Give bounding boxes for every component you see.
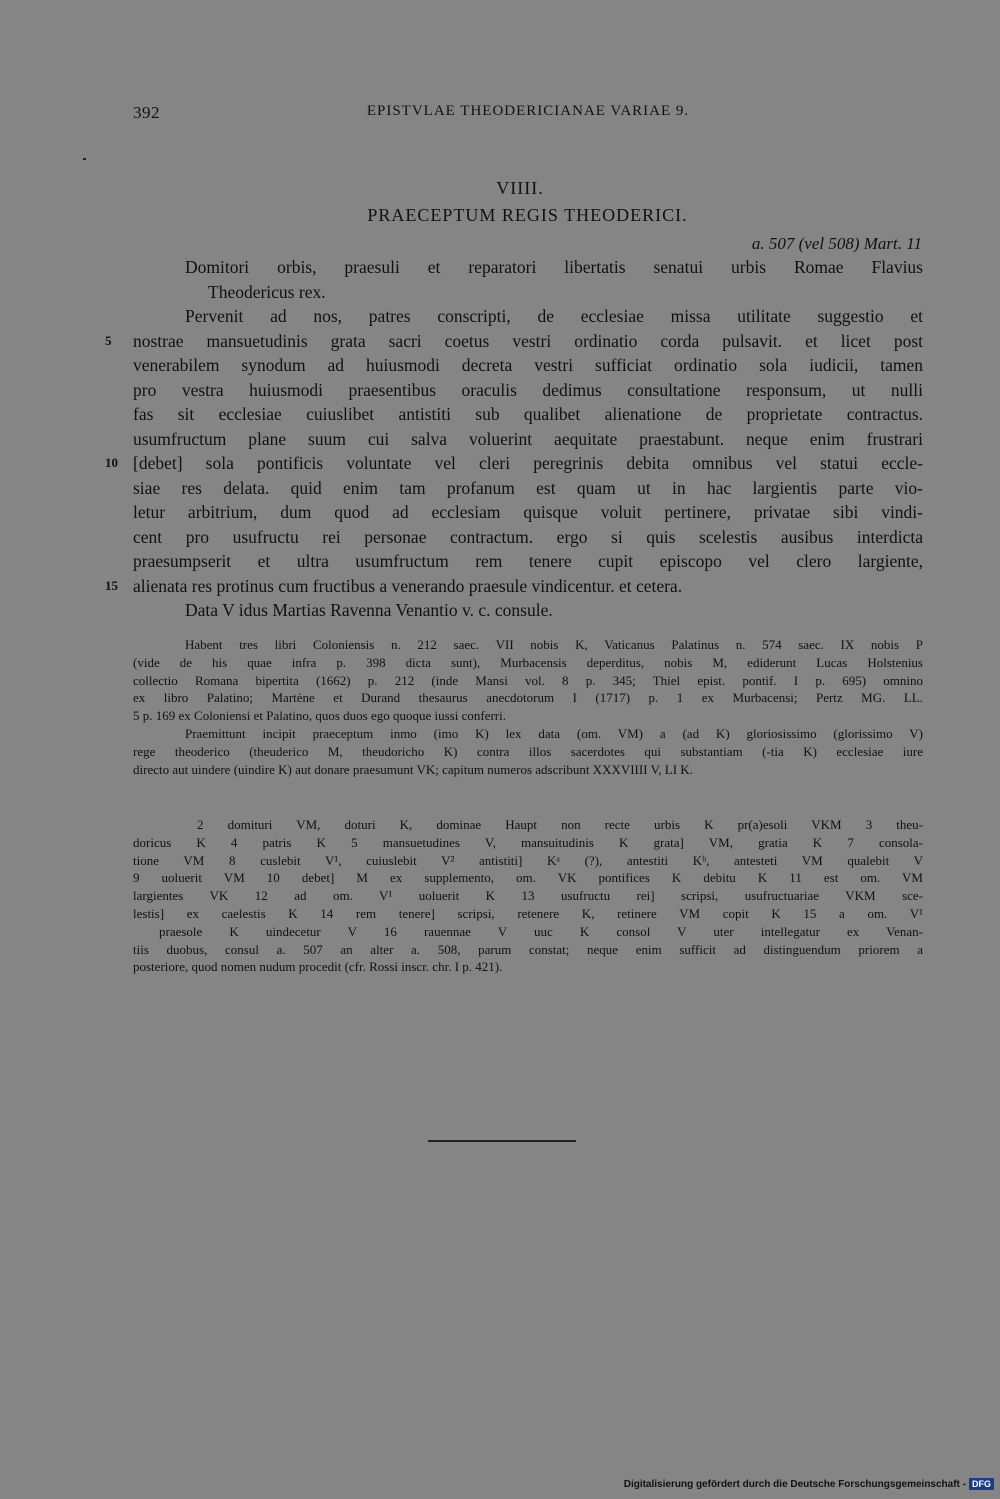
apparatus-line: directo aut uindere (uindire K) aut donare praesumunt VK; capitum numeros adscribunt XXXVIIII V, LI K. [133,761,693,777]
main-text [105,255,923,623]
critical-line: tione VM 8 cuslebit V¹, cuiuslebit V² antistiti] Kᵃ (?), antestiti Kᵇ, antesteti VM qualebit V [133,852,923,868]
line-text: praesumpserit et ultra usumfructum rem tenere cupit episcopo vel clero largiente, [133,551,923,571]
critical-line: largientes VK 12 ad om. V¹ uoluerit K 13 usufructu rei] scripsi, usufructuariae VKM sce- [133,888,923,904]
text-line [133,280,923,305]
line-text: Domitori orbis, praesuli et reparatori libertatis senatui urbis Romae Flavius [185,257,923,277]
text-line [105,574,923,599]
section-date: a. 507 (vel 508) Mart. 11 [751,234,922,253]
line-number: 15 [105,577,118,593]
section-numeral: VIIII. [496,178,544,198]
critical-line: 9 uoluerit VM 10 debet] M ex supplemento, om. VK pontifices K debitu K 11 est om. VM [133,870,923,886]
apparatus-line: Habent tres libri Coloniensis n. 212 saec. VII nobis K, Vaticanus Palatinus n. 574 saec. IX nobis P [185,637,923,652]
manuscript-apparatus [133,636,923,778]
apparatus-line: collectio Romana bipertita (1662) p. 212 (inde Mansi vol. 8 p. 345; Thiel epist. pontif. I p. 695) omnino [133,672,923,688]
end-rule [428,1140,576,1142]
line-text: nostrae mansuetudinis grata sacri coetus vestri ordinatio corda pulsavit. et licet post [133,330,923,351]
text-line [133,304,923,329]
critical-line: tiis duobus, consul a. 507 an alter a. 508, parum constat; neque enim sufficit ad distinguendum priorem a [133,941,923,957]
text-line [105,329,923,354]
critical-line: praesole K uindecetur V 16 rauennae V uuc K consol V uter intellegatur ex Venan- [159,923,923,939]
text-line [133,378,923,403]
line-text: pro vestra huiusmodi praesentibus oraculis dedimus consultatione responsum, ut nulli [133,379,923,400]
text-line [133,500,923,525]
apparatus-line: 5 p. 169 ex Coloniensi et Palatino, quos duos ego quoque iussi conferri. [133,708,506,724]
critical-line: doricus K 4 patris K 5 mansuetudines V, mansuitudinis K grata] VM, gratia K 7 consola- [133,834,923,850]
page-number: 392 [133,103,160,122]
line-number: 10 [105,455,118,470]
footer-credit [624,1478,994,1490]
line-number: 5 [105,332,112,348]
text-line [133,402,923,427]
line-text: venerabilem synodum ad huiusmodi decreta vestri sufficiat ordinatio sola iudicii, tamen [133,355,923,375]
apparatus-line: (vide de his quae infra p. 398 dicta sunt), Murbacensis deperditus, nobis M, ediderunt Lucas Holstenius [133,654,923,670]
running-title: EPISTVLAE THEODERICIANAE VARIAE 9. [366,103,690,119]
text-line [133,353,923,378]
line-text: [debet] sola pontificis voluntate vel cleri peregrinis debita omnibus vel statui eccle- [133,453,923,473]
text-line [133,549,923,574]
line-text: fas sit ecclesiae cuiuslibet antistiti sub qualibet alienatione de proprietate contractus. [133,404,923,424]
apparatus-line: ex libro Palatino; Martène et Durand thesaurus anecdotorum I (1717) p. 1 ex Murbacensi; Pertz MG. LL. [133,690,923,706]
ink-speck [83,158,86,160]
text-line [133,476,923,501]
line-text: cent pro usufructu rei personae contractum. ergo si quis scelestis ausibus interdicta [133,526,923,547]
line-text: Data V idus Martias Ravenna Venantio v. c. consule. [185,600,553,620]
line-text: alienata res protinus cum fructibus a venerando praesule vindicentur. et cetera. [133,575,683,596]
text-line [105,451,923,476]
apparatus-line: Praemittunt incipit praeceptum inmo (imo K) lex data (om. VM) a (ad K) gloriosissimo (glorissimo V) [185,725,923,741]
line-text: siae res delata. quid enim tam profanum est quam ut in hac largientis parte vio- [133,477,923,498]
apparatus-line: rege theoderico (theuderico M, theudoricho K) contra illos sacerdotes qui substantiam (-tia K) ecclesiae iure [133,743,923,759]
line-text: Theodericus rex. [208,281,326,302]
credit-text: Digitalisierung gefördert durch die Deutsche Forschungsgemeinschaft - [623,1478,966,1490]
line-text: usumfructum plane suum cui salva voluerint aequitate praestabunt. neque enim frustrari [133,428,923,449]
text-line [133,598,923,623]
critical-line: 2 domituri VM, doturi K, dominae Haupt non recte urbis K pr(a)esoli VKM 3 theu- [197,817,923,832]
dfg-logo: DFG [969,1478,994,1490]
section-title: PRAECEPTUM REGIS THEODERICI. [367,205,688,225]
critical-apparatus [133,816,923,976]
text-line [133,525,923,550]
text-line [133,427,923,452]
line-text: letur arbitrium, dum quod ad ecclesiam quisque voluit pertinere, privatae sibi vindi- [133,502,923,522]
critical-line: lestis] ex caelestis K 14 rem tenere] scripsi, retenere K, retinere VM copit K 15 a om. V¹ [133,905,923,921]
text-line [133,255,923,280]
line-text: Pervenit ad nos, patres conscripti, de ecclesiae missa utilitate suggestio et [185,306,923,326]
critical-line: posteriore, quod nomen nudum procedit (cfr. Rossi inscr. chr. I p. 421). [133,959,503,975]
